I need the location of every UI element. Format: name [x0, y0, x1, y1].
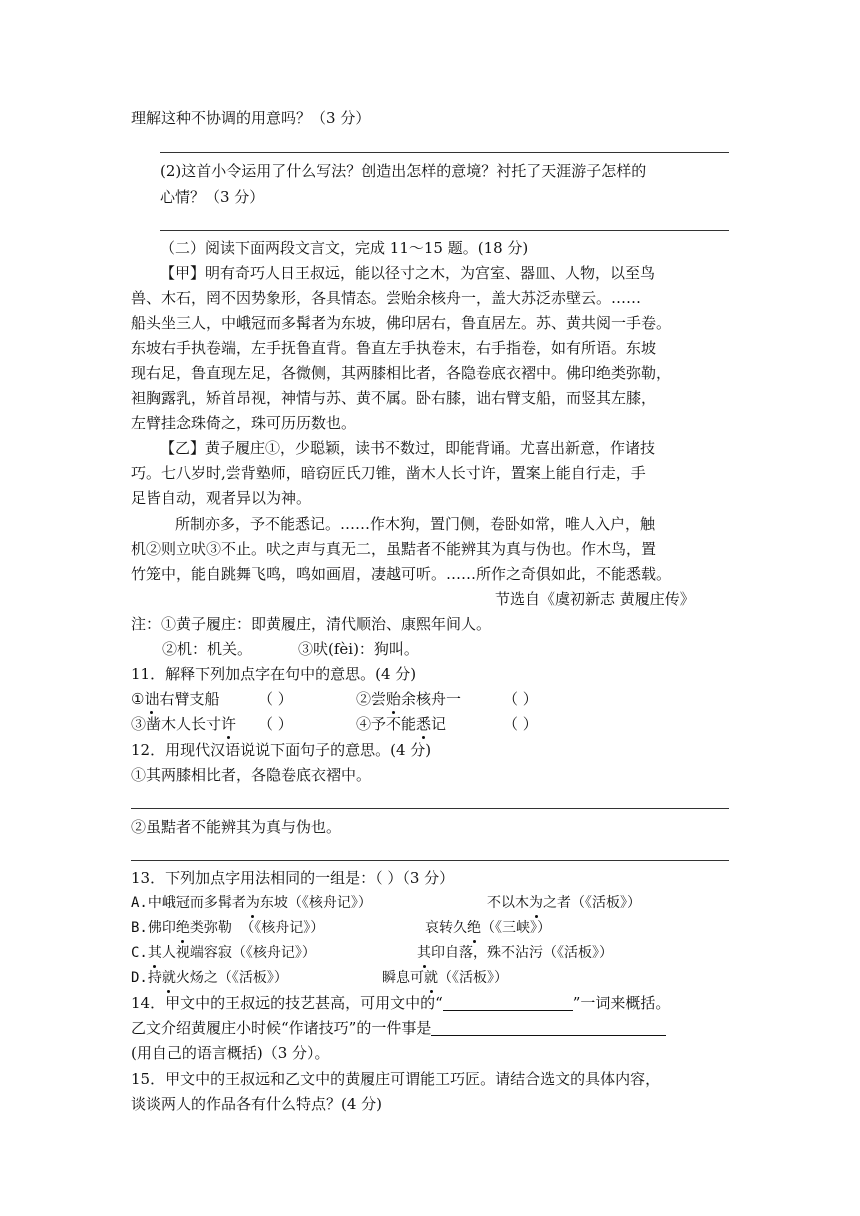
- dotted-char: 悉: [416, 715, 432, 733]
- question-stem: 11．解释下列加点字在句中的意思。(4 分): [131, 665, 417, 683]
- q15-line1: 15．甲文中的王叔远和乙文中的黄履庄可谓能工巧匠。请结合选文的具体内容，: [131, 1070, 661, 1088]
- dotted-char: 绝: [176, 917, 190, 939]
- dotted-char: 诎: [144, 690, 160, 708]
- question-stem: 13．下列加点字用法相同的一组是：（ ）（3 分）: [131, 869, 455, 887]
- q11-item: ④予不能悉记: [356, 715, 447, 733]
- q10-part2-line1: (2)这首小令运用了什么写法？创造出怎样的意境？衬托了天涯游子怎样的: [160, 162, 647, 180]
- dotted-char: 其: [417, 942, 431, 964]
- passage-b-line: 足皆自动，观者异以为神。: [131, 489, 312, 507]
- dotted-char: 绝: [467, 917, 481, 939]
- q10-part2-line2: 心情？（3 分）: [160, 188, 265, 206]
- passage-b-line: 机②则立吠③不止。吠之声与真无二，虽黠者不能辨其为真与伪也。作木鸟，置: [131, 540, 657, 558]
- q10-part1-tail: 理解这种不协调的用意吗？（3 分）: [131, 109, 371, 127]
- question-stem: 12．用现代汉语说说下面句子的意思。(4 分): [131, 741, 432, 759]
- answer-paren[interactable]: （ ）: [503, 715, 538, 733]
- passage-b-line: 竹笼中，能自跳舞飞鸣，鸣如画眉，凄越可听。……所作之奇俱如此，不能悉载。: [131, 565, 672, 583]
- q13-option-a[interactable]: A.中峨冠而多髯者为东坡（《核舟记》）: [131, 892, 372, 914]
- passage-b-line: 巧。七八岁时,尝背塾师，暗窃匠氏刀锥，凿木人长寸许，置案上能自行走，手: [131, 464, 646, 482]
- answer-paren[interactable]: （ ）: [258, 715, 293, 733]
- answer-line: [160, 230, 729, 231]
- answer-line: [160, 152, 729, 153]
- q13-option-c[interactable]: C.其人视端容寂（《核舟记》）: [131, 942, 316, 964]
- q11-item: ③凿木人长寸许: [131, 715, 237, 733]
- answer-paren[interactable]: （ ）: [258, 690, 293, 708]
- q15-line2: 谈谈两人的作品各有什么特点？(4 分): [131, 1095, 383, 1113]
- fill-blank[interactable]: [443, 994, 573, 1011]
- dotted-char: 为: [246, 892, 260, 914]
- q12-sentence: ②虽黠者不能辨其为真与伪也。: [131, 818, 342, 836]
- q13-option-c-right: 其印自落，殊不沾污（《活板》）: [417, 942, 613, 964]
- passage-a-line: 船头坐三人，中峨冠而多髯者为东坡，佛印居右，鲁直居左。苏、黄共阅一手卷。: [131, 314, 672, 332]
- q11-item: ①诎右臂支船: [131, 690, 220, 708]
- dotted-char: 贻: [386, 690, 402, 708]
- footnote: ③吠(fèi)：狗叫。: [298, 640, 419, 658]
- passage-b-line: 所制亦多，予不能悉记。……作木狗，置门侧，卷卧如常，唯人入户，触: [175, 515, 656, 533]
- footnote: ②机：机关。: [162, 640, 253, 658]
- dotted-char: 许: [221, 715, 237, 733]
- q13-option-d-right: 瞬息可就（《活板》）: [382, 967, 508, 989]
- passage-a-line: 现右足，鲁直现左足，各微侧，其两膝相比者，各隐卷底衣褶中。佛印绝类弥勒，: [131, 364, 672, 382]
- q12-sentence: ①其两膝相比者，各隐卷底衣褶中。: [131, 766, 372, 784]
- fill-blank[interactable]: [431, 1019, 666, 1036]
- q13-option-b-right: 哀转久绝（《三峡》）: [425, 917, 551, 939]
- q11-item: ②尝贻余核舟一: [356, 690, 462, 708]
- footnote: 注：①黄子履庄：即黄履庄，清代顺治、康熙年间人。: [131, 615, 492, 633]
- q13-option-a-right: 不以木为之者（《活板》）: [487, 892, 641, 914]
- q14-line2: 乙文介绍黄履庄小时候“作诸技巧”的一件事是: [131, 1017, 666, 1039]
- answer-paren[interactable]: （ ）: [503, 690, 538, 708]
- passage-a-line: 兽、木石，罔不因势象形，各具情态。尝贻余核舟一，盖大苏泛赤壁云。……: [131, 289, 642, 307]
- dotted-char: 就: [424, 967, 438, 989]
- dotted-char: 就: [162, 967, 176, 989]
- passage-source: 节选自《虞初新志 黄履庄传》: [495, 590, 695, 608]
- answer-line[interactable]: [131, 860, 729, 861]
- passage-a-line: 东坡右手执卷端，左手抚鲁直背。鲁直左手执卷末，右手指卷，如有所语。东坡: [131, 339, 657, 357]
- q14-line1: 14．甲文中的王叔远的技艺甚高，可用文中的“ ”一词来概括。: [131, 994, 671, 1012]
- section-heading: （二）阅读下面两段文言文，完成 11～15 题。(18 分): [160, 239, 529, 257]
- q13-option-b[interactable]: B.佛印绝类弥勒 （《核舟记》）: [131, 917, 324, 939]
- q14-line3: (用自己的语言概括)（3 分）。: [131, 1044, 330, 1062]
- dotted-char: 其: [148, 942, 162, 964]
- dotted-char: 为: [529, 892, 543, 914]
- passage-a-line: 【甲】明有奇巧人日王叔远，能以径寸之木，为宫室、器皿、人物，以至鸟: [160, 264, 656, 282]
- passage-a-line: 袒胸露乳，矫首昂视，神情与苏、黄不属。卧右膝，诎右臂支船，而竖其左膝，: [131, 389, 657, 407]
- passage-a-line: 左臂挂念珠倚之，珠可历历数也。: [131, 414, 357, 432]
- answer-line[interactable]: [131, 808, 729, 809]
- passage-b-line: 【乙】黄子履庄①，少聪颖，读书不数过，即能背诵。尤喜出新意，作诸技: [160, 439, 656, 457]
- q13-option-d[interactable]: D.持就火炀之（《活板》）: [131, 967, 288, 989]
